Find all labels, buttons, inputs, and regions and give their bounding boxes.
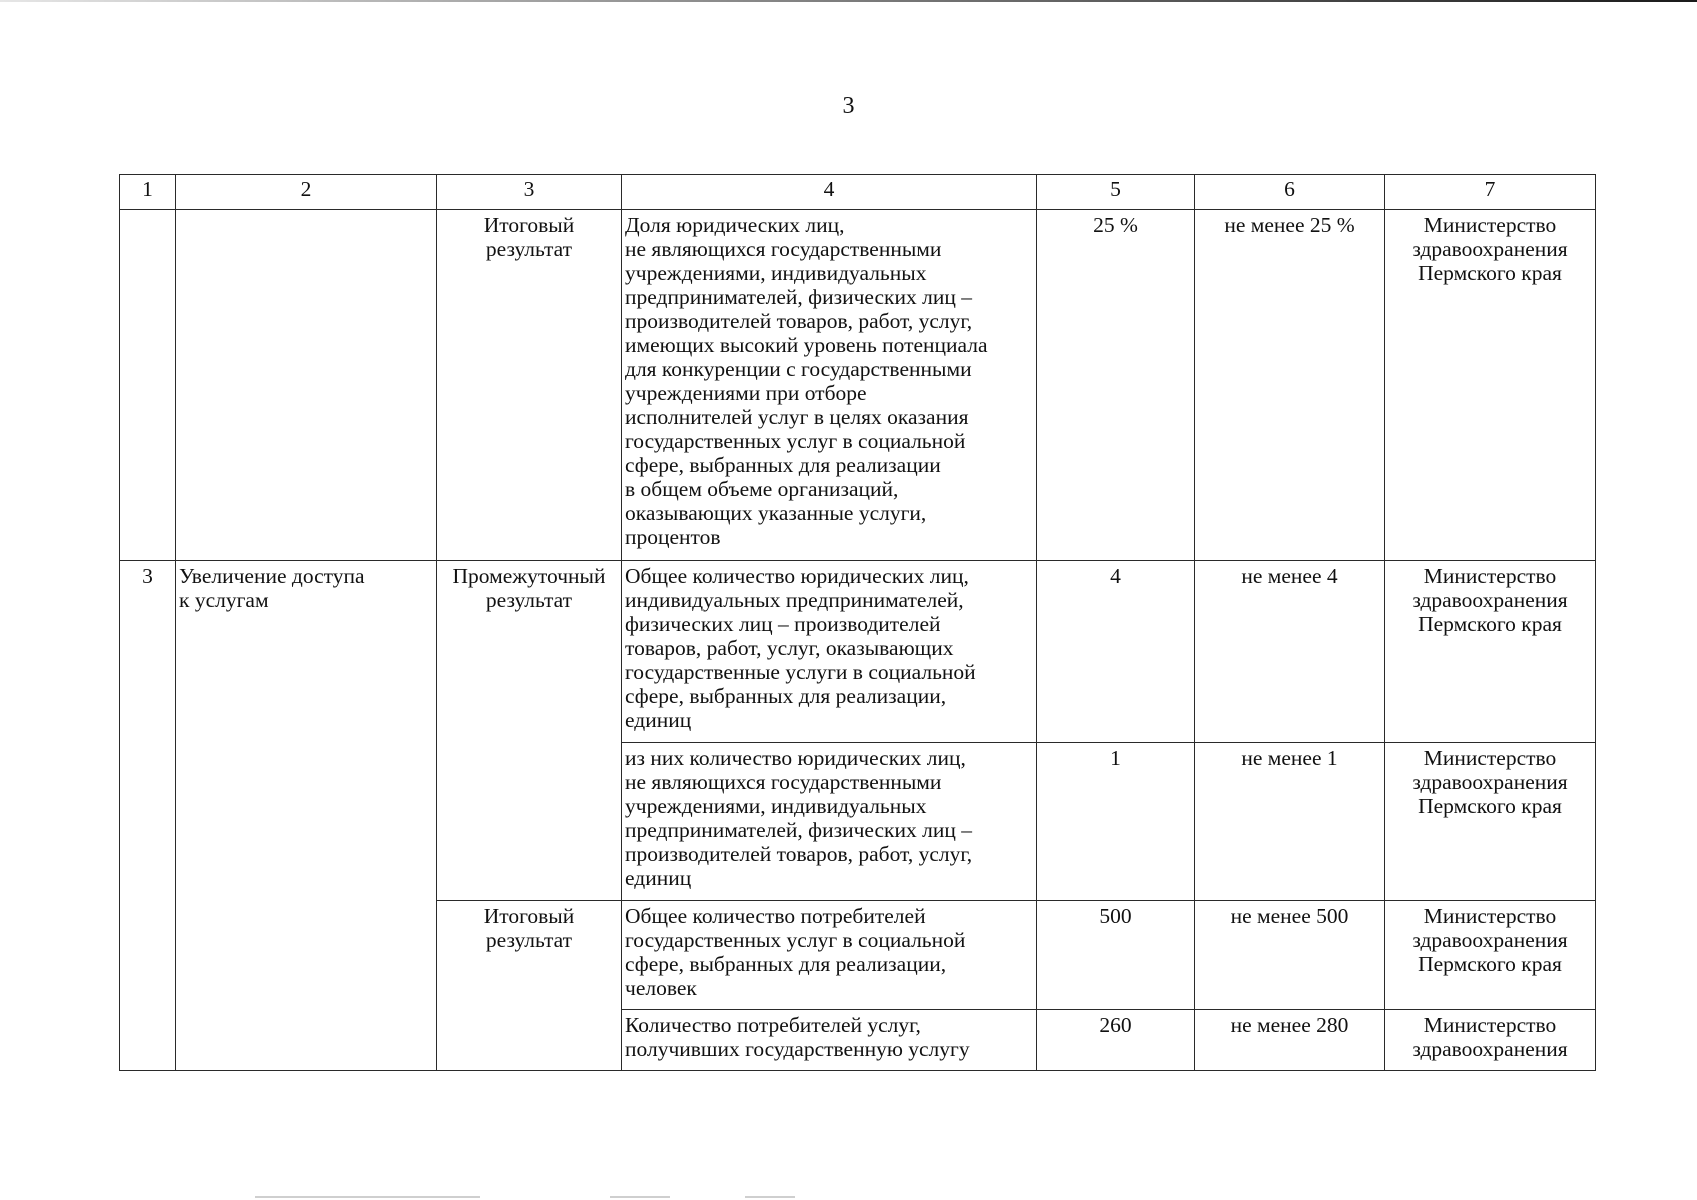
value-cell: 500 [1037,901,1195,1010]
column-number: 1 [120,175,176,210]
indicator-cell: из них количество юридических лиц, не являющихся государственными учреждениями, индивидуальных предпринимателей, физических лиц – производителей товаров, работ, услуг, единиц [622,743,1037,901]
target-cell: не менее 4 [1195,561,1385,743]
column-number: 6 [1195,175,1385,210]
page-number: 3 [842,93,855,119]
value-cell: 1 [1037,743,1195,901]
scan-artifact-line [255,1196,480,1198]
table-row [120,210,1596,561]
value-cell: 4 [1037,561,1195,743]
indicator-cell: Общее количество потребителей государственных услуг в социальной сфере, выбранных для реализации, человек [622,901,1037,1010]
column-number: 3 [437,175,622,210]
column-number-row [120,175,1596,210]
result-type-cell: Промежуточный результат [437,561,622,901]
value-cell: 25 % [1037,210,1195,561]
task-cell: Увеличение доступа к услугам [176,561,437,1071]
column-number: 7 [1385,175,1596,210]
scan-artifact-line [610,1196,670,1198]
indicator-cell: Количество потребителей услуг, получивших государственную услугу [622,1010,1037,1071]
row-number-cell [120,210,176,561]
indicator-cell: Доля юридических лиц, не являющихся государственными учреждениями, индивидуальных предпринимателей, физических лиц – производителей товаров, работ, услуг, имеющих высокий уровень потенциала для конкуренции с государственными учреждениями при отборе исполнителей услуг в целях оказания государственных услуг в социальной сфере, выбранных для реализации в общем объеме организаций, оказывающих указанные услуги, процентов [622,210,1037,561]
responsible-cell: Министерство здравоохранения Пермского края [1385,210,1596,561]
column-number: 5 [1037,175,1195,210]
column-number: 4 [622,175,1037,210]
responsible-cell: Министерство здравоохранения Пермского края [1385,901,1596,1010]
task-cell [176,210,437,561]
target-cell: не менее 1 [1195,743,1385,901]
responsible-cell: Министерство здравоохранения [1385,1010,1596,1071]
target-cell: не менее 280 [1195,1010,1385,1071]
indicator-cell: Общее количество юридических лиц, индивидуальных предпринимателей, физических лиц – производителей товаров, работ, услуг, оказывающих государственные услуги в социальной сфере, выбранных для реализации, единиц [622,561,1037,743]
result-type-cell: Итоговый результат [437,210,622,561]
table-row [120,561,1596,743]
scan-artifact-line [745,1196,795,1198]
target-cell: не менее 25 % [1195,210,1385,561]
column-number: 2 [176,175,437,210]
indicators-table [119,174,1596,1071]
value-cell: 260 [1037,1010,1195,1071]
target-cell: не менее 500 [1195,901,1385,1010]
responsible-cell: Министерство здравоохранения Пермского края [1385,743,1596,901]
scan-top-edge [0,0,1697,2]
responsible-cell: Министерство здравоохранения Пермского края [1385,561,1596,743]
result-type-cell: Итоговый результат [437,901,622,1071]
row-number-cell: 3 [120,561,176,1071]
